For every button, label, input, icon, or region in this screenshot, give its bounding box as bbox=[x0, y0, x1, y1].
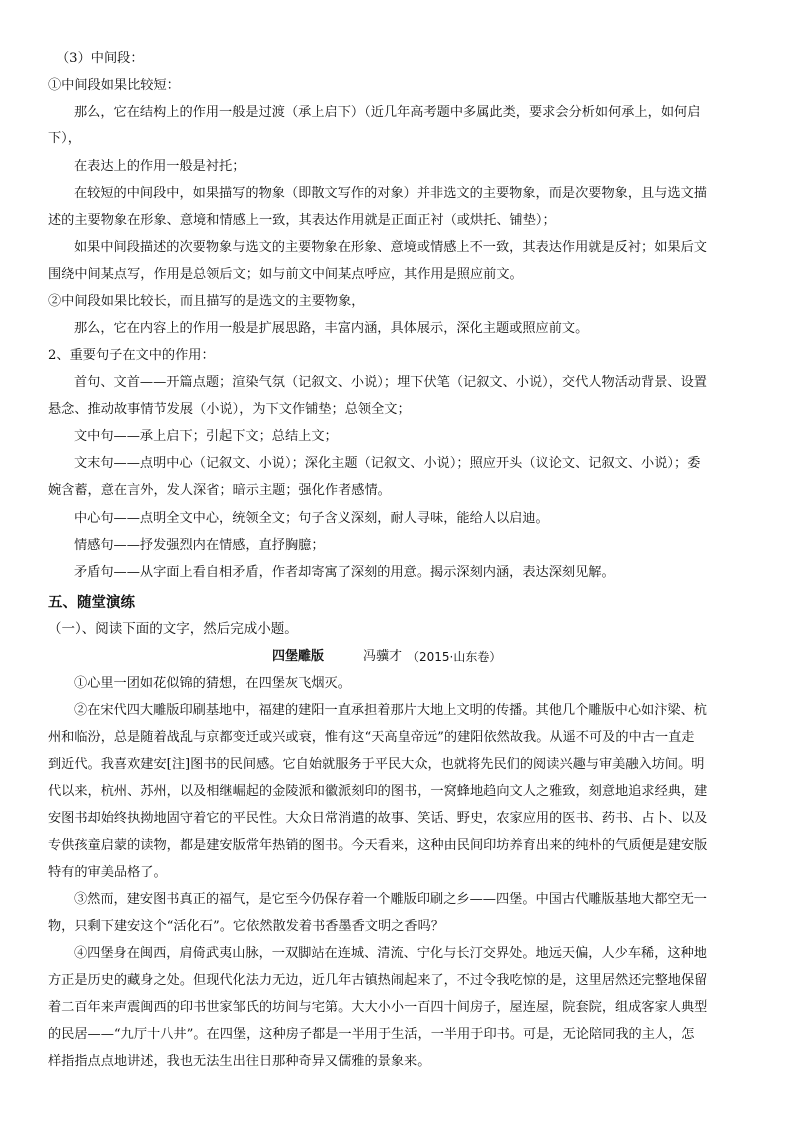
article-paragraph-2-line-6: 专供孩童启蒙的读物，都是建安版常年热销的图书。今天看来，这种由民间印坊养育出来的纯朴的气质便是建安版 bbox=[48, 838, 708, 853]
emotion-sentence: 情感句——抒发强烈内在情感，直抒胸臆； bbox=[74, 538, 325, 553]
contradiction-sentence: 矛盾句——从字面上看自相矛盾，作者却寄寓了深刻的用意。揭示深刻内涵，表达深刻见解。 bbox=[74, 565, 615, 580]
item-1-paragraph-2: 在表达上的作用一般是衬托； bbox=[74, 159, 246, 174]
article-source: （2015·山东卷） bbox=[407, 650, 502, 664]
article-title: 四堡雕版 bbox=[272, 649, 325, 664]
article-paragraph-4-line-2: 方正是历史的藏身之处。但现代化法力无边，近几年古镇热闹起来了，不过令我吃惊的是，这里居然还完整地保留 bbox=[48, 973, 708, 988]
article-paragraph-4-line-5: 样指指点点地讲述，我也无法生出往日那种奇异又儒雅的景象来。 bbox=[48, 1054, 431, 1069]
article-paragraph-2-line-1: ②在宋代四大雕版印刷基地中，福建的建阳一直承担着那片大地上文明的传播。其他几个雕版中心如汴梁、杭 bbox=[74, 703, 707, 718]
end-sentence-line-1: 文末句——点明中心（记叙文、小说）；深化主题（记叙文、小说）；照应开头（议论文、记叙文、小说）；委 bbox=[74, 456, 701, 471]
article-paragraph-3-line-1: ③然而，建安图书真正的福气，是它至今仍保存着一个雕版印刷之乡——四堡。中国古代雕版基地大都空无一 bbox=[74, 892, 707, 907]
article-paragraph-2-line-7: 特有的审美品格了。 bbox=[48, 865, 167, 880]
item-1-paragraph-4-line-1: 如果中间段描述的次要物象与选文的主要物象在形象、意境或情感上不一致，其表达作用就是反衬；如果后文 bbox=[74, 240, 707, 255]
article-paragraph-2-line-5: 安图书却始终执拗地固守着它的平民性。大众日常消遣的故事、笑话、野史，农家应用的医书、药书、占卜、以及 bbox=[48, 811, 708, 826]
first-sentence-line-2: 悬念、推动故事情节发展（小说），为下文作铺垫；总领全文； bbox=[48, 402, 411, 417]
item-2-heading: ②中间段如果比较长，而且描写的是选文的主要物象， bbox=[48, 294, 365, 309]
item-1-paragraph-3-line-2: 述的主要物象在形象、意境和情感上一致，其表达作用就是正面正衬（或烘托、铺垫）； bbox=[48, 213, 556, 228]
article-paragraph-1: ①心里一团如花似锦的猜想，在四堡灰飞烟灭。 bbox=[74, 676, 351, 691]
end-sentence-line-2: 婉含蓄，意在言外，发人深省；暗示主题；强化作者感情。 bbox=[48, 483, 391, 498]
first-sentence-line-1: 首句、文首——开篇点题；渲染气氛（记叙文、小说）；埋下伏笔（记叙文、小说），交代人物活动背景、设置 bbox=[74, 375, 707, 390]
article-paragraph-2-line-2: 州和临汾，总是随着战乱与京都变迁或兴或衰，惟有这“天高皇帝远”的建阳依然故我。从遥不可及的中古一直走 bbox=[48, 730, 695, 745]
item-1-paragraph-1-line-2: 下）， bbox=[48, 131, 81, 146]
item-2-paragraph-1: 那么，它在内容上的作用一般是扩展思路，丰富内涵，具体展示，深化主题或照应前文。 bbox=[74, 321, 589, 336]
reading-instruction: （一）、阅读下面的文字，然后完成小题。 bbox=[48, 621, 298, 637]
central-sentence: 中心句——点明全文中心，统领全文；句子含义深刻，耐人寻味，能给人以启迪。 bbox=[74, 511, 549, 526]
article-author: 冯骥才 bbox=[363, 649, 403, 664]
item-1-paragraph-1-line-1: 那么，它在结构上的作用一般是过渡（承上启下）（近几年高考题中多属此类，要求会分析如何承上，如何启 bbox=[74, 105, 701, 120]
article-paragraph-4-line-3: 着二百年来声震闽西的印书世家邹氏的坊间与宅第。大大小小一百四十间房子，屋连屋，院套院，组成客家人典型 bbox=[48, 1000, 708, 1015]
item-1-heading: ①中间段如果比较短： bbox=[48, 78, 180, 93]
section-3-heading: （3）中间段： bbox=[56, 51, 144, 66]
article-paragraph-4-line-1: ④四堡身在闽西，肩倚武夷山脉，一双脚站在连城、清流、宁化与长汀交界处。地远天偏，人少车稀，这种地 bbox=[74, 946, 707, 961]
article-paragraph-2-line-3: 到近代。我喜欢建安[注]图书的民间感。它自始就服务于平民大众，也就将先民们的阅读兴趣与审美融入坊间。明 bbox=[48, 757, 705, 772]
item-1-paragraph-3-line-1: 在较短的中间段中，如果描写的物象（即散文写作的对象）并非选文的主要物象，而是次要物象，且与选文描 bbox=[74, 186, 707, 201]
article-paragraph-3-line-2: 物，只剩下建安这个“活化石”。它依然散发着书香墨香文明之香吗？ bbox=[48, 919, 444, 934]
article-paragraph-2-line-4: 代以来，杭州、苏州，以及相继崛起的金陵派和徽派刻印的图书，一窝蜂地趋向文人之雅致，刻意地追求经典，建 bbox=[48, 784, 708, 799]
sentences-heading: 2、重要句子在文中的作用： bbox=[48, 348, 215, 363]
section-5-heading: 五、随堂演练 bbox=[48, 595, 135, 611]
item-1-paragraph-4-line-2: 围绕中间某点写，作用是总领后文；如与前文中间某点呼应，其作用是照应前文。 bbox=[48, 267, 523, 282]
article-title-row bbox=[0, 647, 794, 667]
article-paragraph-4-line-4: 的民居——“九厅十八井”。在四堡，这种房子都是一半用于生活，一半用于印书。可是，无论陪同我的主人，怎 bbox=[48, 1027, 695, 1042]
middle-sentence: 文中句——承上启下；引起下文；总结上文； bbox=[74, 429, 338, 444]
